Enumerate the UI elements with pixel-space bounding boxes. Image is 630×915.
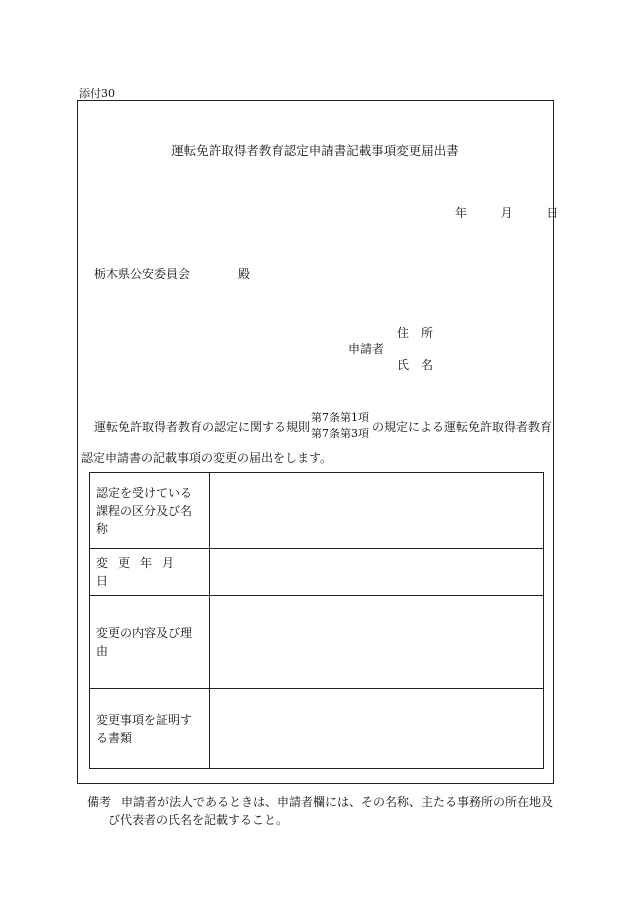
- rule-option-2: 第7条第3項: [311, 427, 369, 440]
- course-field[interactable]: [210, 473, 544, 549]
- change-reason-field[interactable]: [210, 596, 544, 689]
- applicant-label: 申請者: [348, 342, 385, 356]
- change-date-label: 変更年月日: [90, 549, 210, 596]
- table-row: [90, 689, 544, 769]
- form-title: 運転免許取得者教育認定申請書記載事項変更届出書: [171, 143, 459, 158]
- change-reason-label: 変更の内容及び理由: [90, 596, 210, 689]
- change-date-field[interactable]: [210, 549, 544, 596]
- details-table: [89, 472, 544, 769]
- addressee: [94, 265, 250, 282]
- date-day: 日: [546, 206, 559, 220]
- addressee-honorific: 殿: [238, 267, 251, 281]
- remarks-heading: 備考: [87, 795, 112, 809]
- body-line1-prefix: 運転免許取得者教育の認定に関する規則: [94, 420, 311, 434]
- name-label: 氏名: [397, 358, 446, 372]
- course-label: 認定を受けている課程の区分及び名称: [90, 473, 210, 549]
- remarks-line2: び代表者の氏名を記載すること。: [108, 813, 289, 827]
- table-row: [90, 596, 544, 689]
- table-row: [90, 549, 544, 596]
- date-line: [455, 204, 558, 221]
- proof-documents-field[interactable]: [210, 689, 544, 769]
- table-row: [90, 473, 544, 549]
- remarks-line1: 申請者が法人であるときは、申請者欄には、その名称、主たる事務所の所在地及: [121, 795, 554, 809]
- body-line2: 認定申請書の記載事項の変更の届出をします。: [81, 451, 333, 465]
- date-month: 月: [500, 206, 513, 220]
- body-line1-suffix: の規定による運転免許取得者教育: [372, 420, 553, 434]
- date-year: 年: [455, 206, 468, 220]
- address-label: 住所: [397, 326, 446, 340]
- proof-documents-label: 変更事項を証明する書類: [90, 689, 210, 769]
- rule-option-1: 第7条第1項: [311, 411, 369, 424]
- attachment-label: 添付30: [79, 87, 115, 100]
- addressee-name: 栃木県公安委員会: [94, 267, 191, 281]
